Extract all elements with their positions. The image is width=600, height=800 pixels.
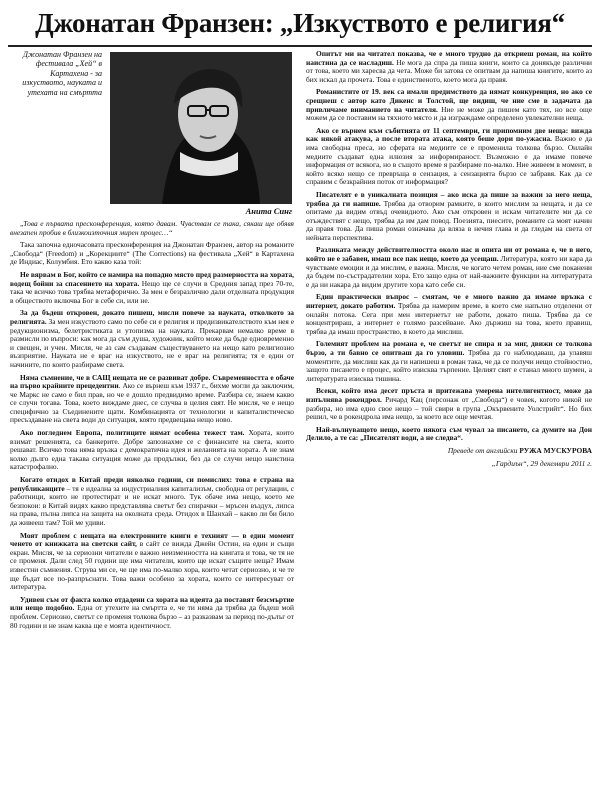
article-paragraph: Ако се върнем към събитията от 11 септември, ги припомним две неща: вижда как някой атакува, а после втората атака, която беше дори по-ужасна. Важно е да има свободна преса, но сферата на медиите се е променила толкова бързо. Онлайн медиите създават една илюзия за информираност. Възможно е да имаме повече информация от всякога, но в същото време я разбираме по-малко. Ние живеем в момент, в който всяко нещо се превръща в сензация, а сензацията бързо се забравя. Как да се справим с безкрайния поток от информация? [306,125,592,187]
article-paragraph: Писателят е в уникалната позиция – ако иска да пише за важни за него неща, трябва да ги напише. Трябва да отворим рамките, в които мислим за нещата, и да се опитаме да видим отвъд очевидното. Ако съм откровен и искам читателите ми да се отъждествят с нещо, трябва да им дам повод. Поезията, пиесите, романите са моят начин да правя това. Да пиша роман означава да вляза в нечия глава и да гледам на света от нейната перспектива. [306,189,593,242]
article-paragraph: Опитът ми на читател показва, че е много трудно да откриеш роман, на който наистина да се насладиш. Не мога да спра да пиша книги, които са донякъде различни от това, което ми харесва да чета. Може би затова се опитвам да напиша книгите, които аз бих искал да прочета. Това е единственото, което мога да правя. [306,49,592,84]
article-author: Анита Синг [245,206,292,216]
author-portrait [110,52,292,204]
article-paragraph: Когато отидох в Китай преди няколко години, си помислих: това е страна на републиканците – тя е идеална за индустриалния капитализъм, свободна от регулации, с работници, които не протестират и не искат много. Тук обаче има нещо, което ме безпокои: в Китай видях какво представлява светът без спирачки – мръсен въздух, липса на права, пълна липса на защита на околната среда. Отидох в Шанхай – какво ли би било да живееш там? Той ме удиви. [10,475,294,527]
article-title: Джонатан Франзен: „Изкуството е религия“ [35,8,565,38]
article-paragraph: Романистите от 19. век са имали предимството да нямат конкуренция, но ако се срещнеш с автор като Дикенс и Толстой, ще видиш, че ние сме в задачата да привличаме вниманието на читателя. Ние не може да пишем като тях, но все още можем да се поставим на тяхното място и да изграждаме определено увлекателни неща. [306,87,592,123]
article-paragraph: Разликата между действителността около нас и опита ни от романа е, че в него, който не е забавен, имаш все пак нещо, което да усещаш. Литература, която ни кара да чувстваме емоции и да мислим, е важна. Мисля, че когато четем роман, ние сме поканени да бъдем по-състрадателни хора. Ето защо една от най-важните функции на литературата е да ни накара да видим другите хора като себе си. [306,245,592,289]
article-paragraph: Големият проблем на романа е, че светът не спира и за миг, движи се толкова бързо, а ти бавно се опитваш да го уловиш. Трябва да го наблюдаваш, да улавяш моментите, да мислиш как да ги напишеш в роман така, че да се получи нещо стойностно, защото писането е процес, който изисква търпение. Целият свят е станал много шумен, а литературата изисква тишина. [306,339,592,383]
epigraph: „Това е първата пресконференция, която давам. Чувствам се така, сякаш ще обявя внезапен пробив в близкоизточния мирен процес…“ [10,219,294,237]
article-paragraph: Ако погледнем Европа, политиците нямат особена тежест там. Хората, които взимат решенията, са банкерите. Добре запознахме се с финансите на света, които решават. Всичко това няма връзка с демократична идея и желанията на хората. А не знам колко дълго една такава ситуация може да продължи, без да се случи нещо наистина катастрофално. [10,428,294,472]
source-line: „Гардиън“, 29 декември 2011 г. [491,458,592,468]
photo-caption: Джонатан Франзен на фестивала „Хей“ в Картахена - за изкуството, науката и утехата на смъртта [22,50,102,97]
right-column [306,50,592,468]
article-paragraph: Един практически въпрос – смятам, че е много важно да имаме връзка с интернет, докато работим. Трябва да намерим време, в което сме напълно отделени от онлайн потока. Сега при мен интернетът не работи, докато пиша. Трябва да се концентрираш, а интернет е голямо разсейване. Ако държиш на това, което правиш, трябва да имаш пространство, в което да мислиш. [306,292,592,336]
article-paragraph: Удивен съм от факта колко отдадени са хората на идеята да поставят безсмъртие или нещо подобно. Една от утехите на смъртта е, че ти няма да трябва да бъдеш мой проблем. Сериозно, светът се променя толкова бързо – аз разказвам за период по-дълъг от 80 години и не знам каква ще е моята идентичност. [10,594,294,630]
article-paragraph: За да бъдеш откровен, докато пишеш, мисли повече за науката, отколкото за религията. За мен изкуството само по себе си е религия и предизвикателството към нея е редукционизма, белетристиката и утопизма на науката. Прекарвам немалко време в размисли по въпроси: как мога да съм душа, художник, който може да бъде едновременно и свещен, и учен. Мисля, че аз сам създавам съществуването на нещо като религиозно възприятие. Науката не е враг на изкуството, не е враг на религията; тя е един от начините, по които разбираме света. [10,308,294,369]
article-paragraph: Не вярвам в Бог, който се намира на попадно място пред размерността на хората, водещ бойни за спасението на хората. Нещо ще се случи в Средния запад през 70-те, така че всичко това трябва метафорично. За мен е безразлично дали отделната продукция в обществото включва Бог в себе си, или не. [10,269,294,305]
portrait-illustration [110,52,292,204]
translator-credit: Преведе от английски РУЖА МУСКУРОВА [447,445,592,455]
article-paragraph: Най-вълнуващото нещо, което някога съм чувал за писането, са думите на Дон Делило, а те са: „Писателят води, а не следва“. [306,424,592,443]
photo-block [10,50,294,220]
article-paragraph: Няма съмнение, че в САЩ нещата не се развиват добре. Съвременността е обаче на първо крайните прецедентни. Ако се върнеш към 1937 г., бихме могли да заключим, че Маркс не само е бил прав, но че е дошло предвидимо време. Разбира се, знаем какво се случи тогава. Това, което виждаме днес, се случва в целия свят. Не мисля, че е нещо специфично за Съединените щати. Комбинацията от технологии и капиталистическо пресъздаване на света води до ситуация, която предвещава нещо ново. [10,372,294,425]
article-paragraph: Всеки, който има десет пръста и притежава умерена интелигентност, може да изпълнява рокендрол. Ричард Кац (персонаж от „Свобода“) е човек, когото никой не разбира, но има едно свое нещо – той свири в група „Окървените Уолстрийт“. Но бих решил, че в рокендрола има нещо, за което все още мечтая. [306,386,593,422]
article-paragraph: Моят проблем с нещата на електронните книги е техният — в един момент ченето от книжката на светски сайт, в сайт се вижда Джейн Остин, на един и същи екран. Мисля, че за сериозни читатели е важно неизменността на книгата и това, че тя не се променя. Дали след 50 години ще има читатели, които ще искат същите неща? Имам известни съмнения. Струва ми се, че ще има по-малко хора, които четат сериозно, и че те ще бъдат все по-разпръснати. Това важи особено за хората, които се интересуват от литература. [10,530,294,592]
left-column [10,50,294,634]
intro-paragraph: Така започна едночасовата пресконференция на Джонатан Франзен, автор на романите „Свобода“ (Freedom) и „Корекциите“ (The Corrections) на фестивала „Хей“ в Картахена де Индиас, Колумбия. Ето какво каза той: [10,240,294,267]
title-rule [8,45,592,47]
